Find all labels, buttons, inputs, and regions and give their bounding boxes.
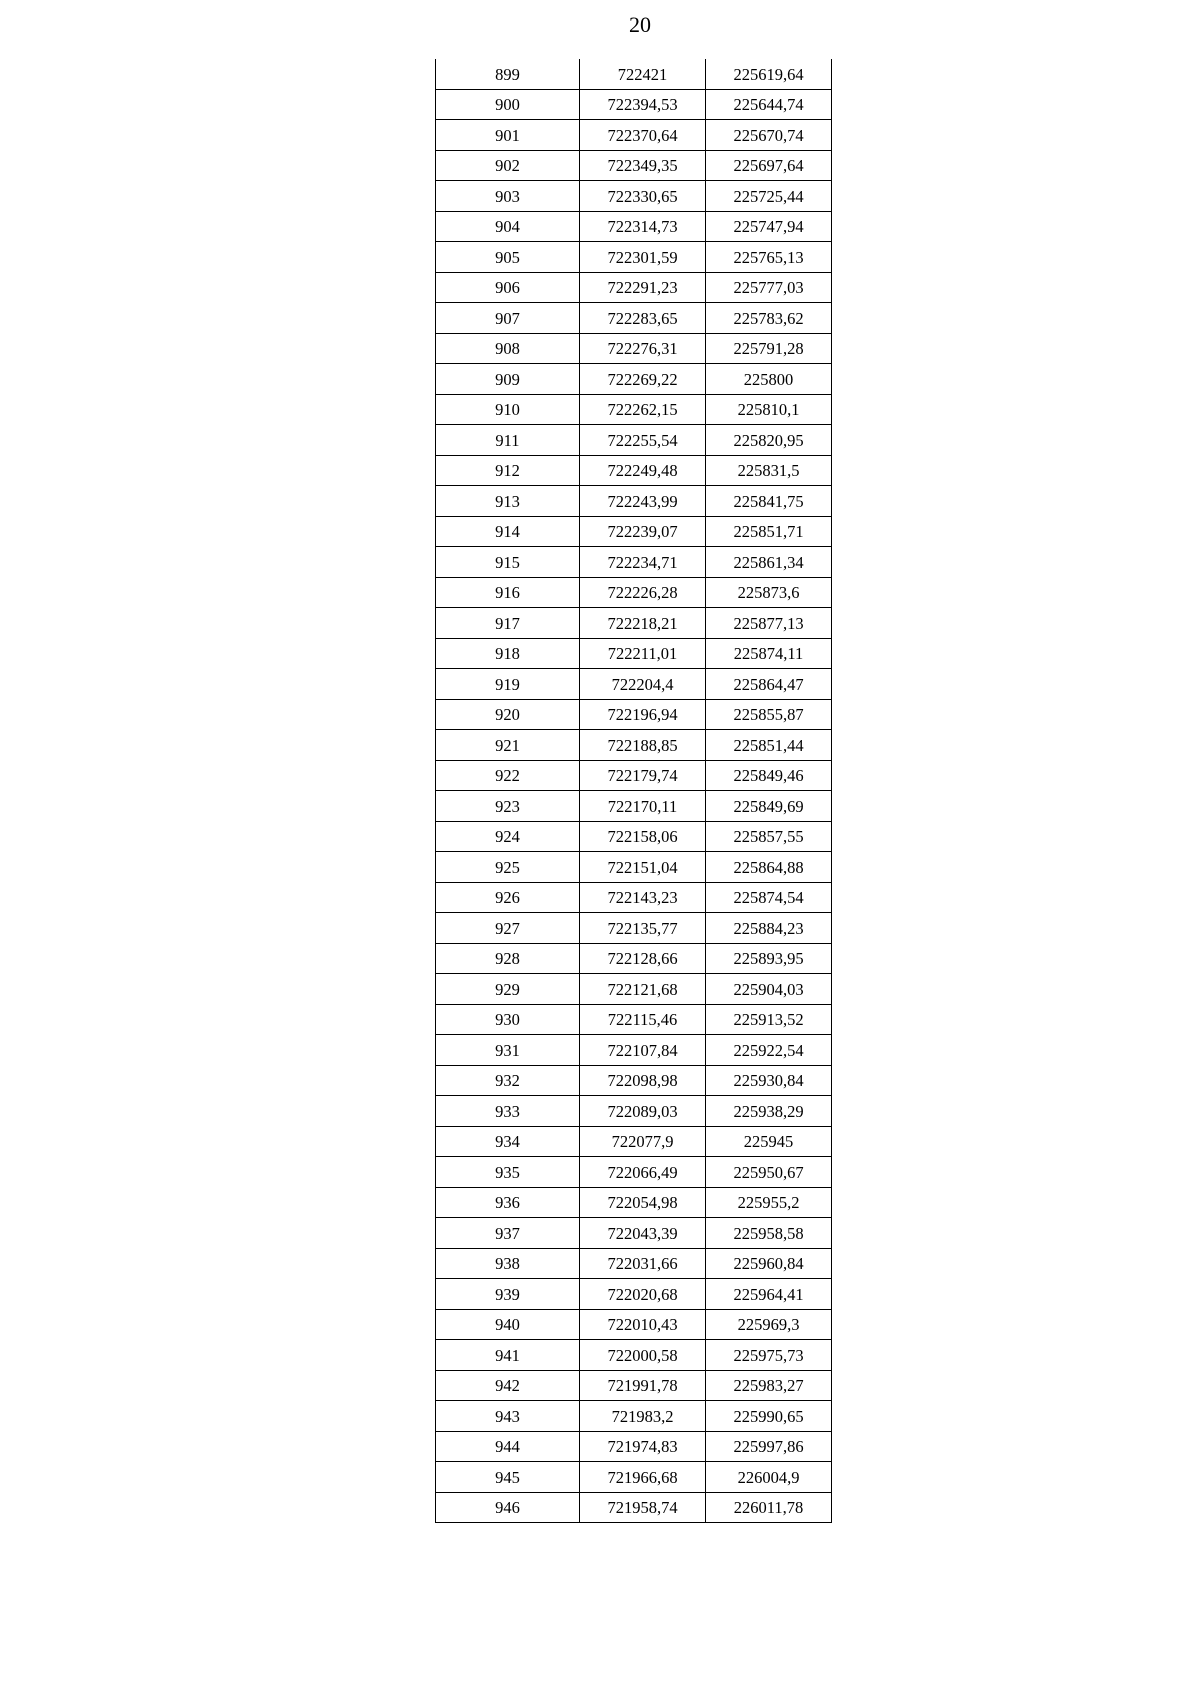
point-number-cell: 930 bbox=[436, 1004, 580, 1035]
table-row bbox=[436, 699, 832, 730]
point-number-cell: 911 bbox=[436, 425, 580, 456]
point-number-cell: 926 bbox=[436, 882, 580, 913]
x-coordinate-cell: 722115,46 bbox=[580, 1004, 706, 1035]
table-row bbox=[436, 486, 832, 517]
table-row bbox=[436, 1340, 832, 1371]
y-coordinate-cell: 225893,95 bbox=[706, 943, 832, 974]
x-coordinate-cell: 722031,66 bbox=[580, 1248, 706, 1279]
point-number-cell: 943 bbox=[436, 1401, 580, 1432]
table-row bbox=[436, 333, 832, 364]
y-coordinate-cell: 225955,2 bbox=[706, 1187, 832, 1218]
y-coordinate-cell: 225849,69 bbox=[706, 791, 832, 822]
x-coordinate-cell: 721966,68 bbox=[580, 1462, 706, 1493]
y-coordinate-cell: 225857,55 bbox=[706, 821, 832, 852]
point-number-cell: 910 bbox=[436, 394, 580, 425]
point-number-cell: 907 bbox=[436, 303, 580, 334]
y-coordinate-cell: 225644,74 bbox=[706, 89, 832, 120]
table-row bbox=[436, 974, 832, 1005]
x-coordinate-cell: 722143,23 bbox=[580, 882, 706, 913]
point-number-cell: 939 bbox=[436, 1279, 580, 1310]
point-number-cell: 906 bbox=[436, 272, 580, 303]
table-row bbox=[436, 455, 832, 486]
point-number-cell: 912 bbox=[436, 455, 580, 486]
y-coordinate-cell: 225950,67 bbox=[706, 1157, 832, 1188]
y-coordinate-cell: 225960,84 bbox=[706, 1248, 832, 1279]
y-coordinate-cell: 225922,54 bbox=[706, 1035, 832, 1066]
table-row bbox=[436, 59, 832, 89]
y-coordinate-cell: 225670,74 bbox=[706, 120, 832, 151]
table-row bbox=[436, 1401, 832, 1432]
y-coordinate-cell: 226011,78 bbox=[706, 1492, 832, 1523]
point-number-cell: 942 bbox=[436, 1370, 580, 1401]
table-row bbox=[436, 821, 832, 852]
y-coordinate-cell: 225747,94 bbox=[706, 211, 832, 242]
coordinates-table-container bbox=[435, 59, 832, 1523]
x-coordinate-cell: 722301,59 bbox=[580, 242, 706, 273]
y-coordinate-cell: 225831,5 bbox=[706, 455, 832, 486]
y-coordinate-cell: 225877,13 bbox=[706, 608, 832, 639]
table-row bbox=[436, 1218, 832, 1249]
y-coordinate-cell: 225777,03 bbox=[706, 272, 832, 303]
x-coordinate-cell: 722314,73 bbox=[580, 211, 706, 242]
y-coordinate-cell: 225913,52 bbox=[706, 1004, 832, 1035]
point-number-cell: 900 bbox=[436, 89, 580, 120]
y-coordinate-cell: 225861,34 bbox=[706, 547, 832, 578]
y-coordinate-cell: 225904,03 bbox=[706, 974, 832, 1005]
table-row bbox=[436, 1096, 832, 1127]
y-coordinate-cell: 225697,64 bbox=[706, 150, 832, 181]
x-coordinate-cell: 722000,58 bbox=[580, 1340, 706, 1371]
point-number-cell: 933 bbox=[436, 1096, 580, 1127]
table-row bbox=[436, 1157, 832, 1188]
y-coordinate-cell: 225851,71 bbox=[706, 516, 832, 547]
x-coordinate-cell: 722239,07 bbox=[580, 516, 706, 547]
x-coordinate-cell: 722269,22 bbox=[580, 364, 706, 395]
y-coordinate-cell: 225874,11 bbox=[706, 638, 832, 669]
y-coordinate-cell: 225938,29 bbox=[706, 1096, 832, 1127]
x-coordinate-cell: 721983,2 bbox=[580, 1401, 706, 1432]
x-coordinate-cell: 721974,83 bbox=[580, 1431, 706, 1462]
table-row bbox=[436, 760, 832, 791]
point-number-cell: 905 bbox=[436, 242, 580, 273]
table-row bbox=[436, 120, 832, 151]
x-coordinate-cell: 722010,43 bbox=[580, 1309, 706, 1340]
point-number-cell: 916 bbox=[436, 577, 580, 608]
table-row bbox=[436, 242, 832, 273]
y-coordinate-cell: 225851,44 bbox=[706, 730, 832, 761]
x-coordinate-cell: 722226,28 bbox=[580, 577, 706, 608]
x-coordinate-cell: 722170,11 bbox=[580, 791, 706, 822]
x-coordinate-cell: 722054,98 bbox=[580, 1187, 706, 1218]
table-row bbox=[436, 394, 832, 425]
x-coordinate-cell: 722330,65 bbox=[580, 181, 706, 212]
table-row bbox=[436, 638, 832, 669]
table-row bbox=[436, 516, 832, 547]
x-coordinate-cell: 722243,99 bbox=[580, 486, 706, 517]
x-coordinate-cell: 722394,53 bbox=[580, 89, 706, 120]
point-number-cell: 921 bbox=[436, 730, 580, 761]
table-row bbox=[436, 364, 832, 395]
point-number-cell: 934 bbox=[436, 1126, 580, 1157]
x-coordinate-cell: 722234,71 bbox=[580, 547, 706, 578]
point-number-cell: 918 bbox=[436, 638, 580, 669]
x-coordinate-cell: 722128,66 bbox=[580, 943, 706, 974]
table-row bbox=[436, 150, 832, 181]
point-number-cell: 927 bbox=[436, 913, 580, 944]
x-coordinate-cell: 722020,68 bbox=[580, 1279, 706, 1310]
point-number-cell: 937 bbox=[436, 1218, 580, 1249]
point-number-cell: 936 bbox=[436, 1187, 580, 1218]
y-coordinate-cell: 225958,58 bbox=[706, 1218, 832, 1249]
point-number-cell: 915 bbox=[436, 547, 580, 578]
table-row bbox=[436, 669, 832, 700]
y-coordinate-cell: 226004,9 bbox=[706, 1462, 832, 1493]
y-coordinate-cell: 225849,46 bbox=[706, 760, 832, 791]
point-number-cell: 938 bbox=[436, 1248, 580, 1279]
x-coordinate-cell: 722066,49 bbox=[580, 1157, 706, 1188]
y-coordinate-cell: 225945 bbox=[706, 1126, 832, 1157]
x-coordinate-cell: 722098,98 bbox=[580, 1065, 706, 1096]
table-row bbox=[436, 1309, 832, 1340]
table-row bbox=[436, 882, 832, 913]
point-number-cell: 931 bbox=[436, 1035, 580, 1066]
y-coordinate-cell: 225975,73 bbox=[706, 1340, 832, 1371]
y-coordinate-cell: 225783,62 bbox=[706, 303, 832, 334]
point-number-cell: 929 bbox=[436, 974, 580, 1005]
x-coordinate-cell: 722262,15 bbox=[580, 394, 706, 425]
table-row bbox=[436, 425, 832, 456]
y-coordinate-cell: 225619,64 bbox=[706, 59, 832, 89]
y-coordinate-cell: 225884,23 bbox=[706, 913, 832, 944]
table-row bbox=[436, 1248, 832, 1279]
table-row bbox=[436, 577, 832, 608]
x-coordinate-cell: 722135,77 bbox=[580, 913, 706, 944]
y-coordinate-cell: 225873,6 bbox=[706, 577, 832, 608]
point-number-cell: 922 bbox=[436, 760, 580, 791]
x-coordinate-cell: 722121,68 bbox=[580, 974, 706, 1005]
coordinates-table bbox=[435, 59, 832, 1523]
table-row bbox=[436, 1035, 832, 1066]
x-coordinate-cell: 722179,74 bbox=[580, 760, 706, 791]
y-coordinate-cell: 225930,84 bbox=[706, 1065, 832, 1096]
y-coordinate-cell: 225855,87 bbox=[706, 699, 832, 730]
y-coordinate-cell: 225997,86 bbox=[706, 1431, 832, 1462]
y-coordinate-cell: 225791,28 bbox=[706, 333, 832, 364]
table-body bbox=[436, 59, 832, 1523]
table-row bbox=[436, 89, 832, 120]
table-row bbox=[436, 1370, 832, 1401]
x-coordinate-cell: 722089,03 bbox=[580, 1096, 706, 1127]
x-coordinate-cell: 721991,78 bbox=[580, 1370, 706, 1401]
y-coordinate-cell: 225964,41 bbox=[706, 1279, 832, 1310]
x-coordinate-cell: 722276,31 bbox=[580, 333, 706, 364]
x-coordinate-cell: 722291,23 bbox=[580, 272, 706, 303]
table-row bbox=[436, 181, 832, 212]
point-number-cell: 932 bbox=[436, 1065, 580, 1096]
x-coordinate-cell: 722151,04 bbox=[580, 852, 706, 883]
x-coordinate-cell: 722249,48 bbox=[580, 455, 706, 486]
point-number-cell: 946 bbox=[436, 1492, 580, 1523]
x-coordinate-cell: 722204,4 bbox=[580, 669, 706, 700]
point-number-cell: 917 bbox=[436, 608, 580, 639]
point-number-cell: 925 bbox=[436, 852, 580, 883]
y-coordinate-cell: 225874,54 bbox=[706, 882, 832, 913]
point-number-cell: 902 bbox=[436, 150, 580, 181]
x-coordinate-cell: 722196,94 bbox=[580, 699, 706, 730]
point-number-cell: 904 bbox=[436, 211, 580, 242]
x-coordinate-cell: 722370,64 bbox=[580, 120, 706, 151]
x-coordinate-cell: 722349,35 bbox=[580, 150, 706, 181]
y-coordinate-cell: 225983,27 bbox=[706, 1370, 832, 1401]
table-row bbox=[436, 608, 832, 639]
point-number-cell: 901 bbox=[436, 120, 580, 151]
page-number: 20 bbox=[629, 12, 651, 37]
point-number-cell: 924 bbox=[436, 821, 580, 852]
table-row bbox=[436, 1492, 832, 1523]
y-coordinate-cell: 225810,1 bbox=[706, 394, 832, 425]
table-row bbox=[436, 913, 832, 944]
table-row bbox=[436, 303, 832, 334]
point-number-cell: 944 bbox=[436, 1431, 580, 1462]
table-row bbox=[436, 547, 832, 578]
table-row bbox=[436, 1065, 832, 1096]
table-row bbox=[436, 211, 832, 242]
point-number-cell: 899 bbox=[436, 59, 580, 89]
point-number-cell: 903 bbox=[436, 181, 580, 212]
x-coordinate-cell: 722421 bbox=[580, 59, 706, 89]
point-number-cell: 935 bbox=[436, 1157, 580, 1188]
x-coordinate-cell: 722077,9 bbox=[580, 1126, 706, 1157]
table-row bbox=[436, 730, 832, 761]
y-coordinate-cell: 225969,3 bbox=[706, 1309, 832, 1340]
table-row bbox=[436, 1004, 832, 1035]
x-coordinate-cell: 721958,74 bbox=[580, 1492, 706, 1523]
point-number-cell: 941 bbox=[436, 1340, 580, 1371]
x-coordinate-cell: 722158,06 bbox=[580, 821, 706, 852]
y-coordinate-cell: 225820,95 bbox=[706, 425, 832, 456]
point-number-cell: 909 bbox=[436, 364, 580, 395]
y-coordinate-cell: 225864,47 bbox=[706, 669, 832, 700]
x-coordinate-cell: 722283,65 bbox=[580, 303, 706, 334]
x-coordinate-cell: 722218,21 bbox=[580, 608, 706, 639]
y-coordinate-cell: 225800 bbox=[706, 364, 832, 395]
x-coordinate-cell: 722107,84 bbox=[580, 1035, 706, 1066]
point-number-cell: 913 bbox=[436, 486, 580, 517]
y-coordinate-cell: 225990,65 bbox=[706, 1401, 832, 1432]
y-coordinate-cell: 225765,13 bbox=[706, 242, 832, 273]
table-row bbox=[436, 1279, 832, 1310]
table-row bbox=[436, 1431, 832, 1462]
point-number-cell: 919 bbox=[436, 669, 580, 700]
table-row bbox=[436, 943, 832, 974]
x-coordinate-cell: 722043,39 bbox=[580, 1218, 706, 1249]
table-row bbox=[436, 1187, 832, 1218]
y-coordinate-cell: 225864,88 bbox=[706, 852, 832, 883]
point-number-cell: 928 bbox=[436, 943, 580, 974]
y-coordinate-cell: 225841,75 bbox=[706, 486, 832, 517]
x-coordinate-cell: 722255,54 bbox=[580, 425, 706, 456]
point-number-cell: 940 bbox=[436, 1309, 580, 1340]
point-number-cell: 920 bbox=[436, 699, 580, 730]
table-row bbox=[436, 1126, 832, 1157]
point-number-cell: 923 bbox=[436, 791, 580, 822]
x-coordinate-cell: 722211,01 bbox=[580, 638, 706, 669]
point-number-cell: 945 bbox=[436, 1462, 580, 1493]
table-row bbox=[436, 852, 832, 883]
y-coordinate-cell: 225725,44 bbox=[706, 181, 832, 212]
point-number-cell: 908 bbox=[436, 333, 580, 364]
x-coordinate-cell: 722188,85 bbox=[580, 730, 706, 761]
table-row bbox=[436, 272, 832, 303]
point-number-cell: 914 bbox=[436, 516, 580, 547]
table-row bbox=[436, 791, 832, 822]
table-row bbox=[436, 1462, 832, 1493]
